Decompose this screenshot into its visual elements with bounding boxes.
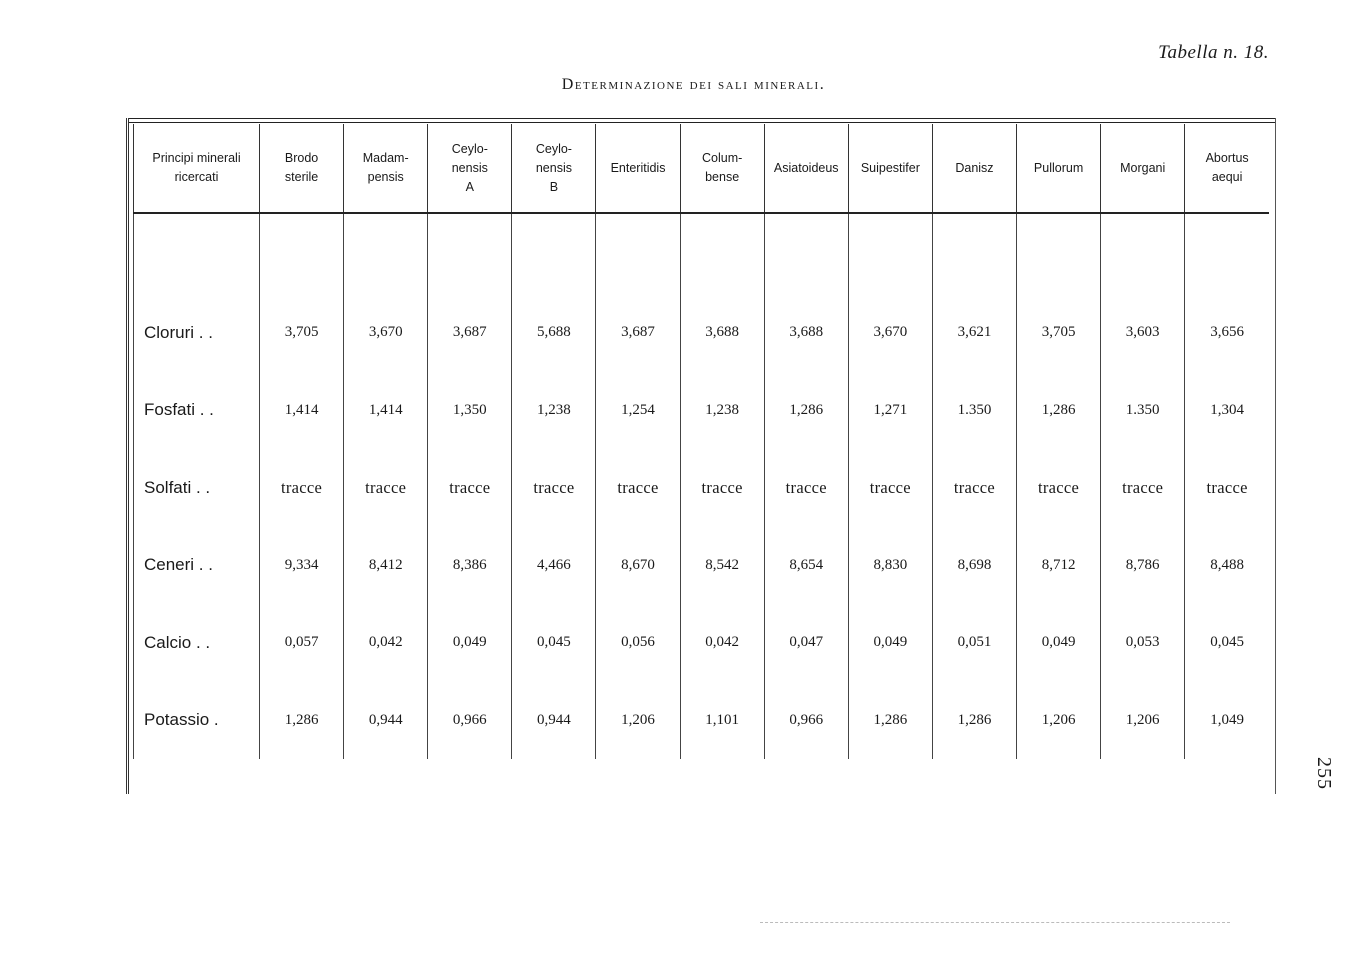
column-header-principi: [134, 124, 260, 213]
table-cell: 0,051: [932, 604, 1016, 682]
table-cell: 3,603: [1101, 294, 1185, 372]
table-row: [134, 527, 1270, 605]
row-label: Solfati . .: [134, 449, 260, 527]
table-cell: 0,049: [428, 604, 512, 682]
table-cell: tracce: [260, 449, 344, 527]
column-header: [848, 124, 932, 213]
table-cell: 1,238: [512, 372, 596, 450]
row-label: Fosfati . .: [134, 372, 260, 450]
table-cell: tracce: [512, 449, 596, 527]
top-double-rule: [129, 118, 1275, 123]
table-cell: 0,049: [848, 604, 932, 682]
column-header-line: Brodo: [284, 151, 319, 165]
table-cell: 9,334: [260, 527, 344, 605]
minerals-table: [133, 124, 1269, 759]
page-title: Determinazione dei sali minerali.: [561, 76, 826, 93]
column-header: [1017, 124, 1101, 213]
bottom-faint-rule: [760, 922, 1230, 923]
table-row: [134, 682, 1270, 760]
column-header: [344, 124, 428, 213]
table-cell: 1,049: [1185, 682, 1269, 760]
column-header: [596, 124, 680, 213]
table-cell: 4,466: [512, 527, 596, 605]
table-cell: 3,656: [1185, 294, 1269, 372]
table-cell: 8,670: [596, 527, 680, 605]
table-cell: 8,786: [1101, 527, 1185, 605]
column-header-line: Ceylo-: [535, 141, 572, 156]
table-row: [134, 449, 1270, 527]
table-cell: 8,654: [764, 527, 848, 605]
table-cell: tracce: [344, 449, 428, 527]
table-cell: 1,206: [596, 682, 680, 760]
table-cell: 1,286: [1017, 372, 1101, 450]
table-cell: 8,386: [428, 527, 512, 605]
table-cell: 0,045: [1185, 604, 1269, 682]
table-cell: 8,830: [848, 527, 932, 605]
column-header: [428, 124, 512, 213]
table-cell: 8,488: [1185, 527, 1269, 605]
column-header-line: Asiatoideus: [773, 160, 839, 175]
table-cell: tracce: [596, 449, 680, 527]
table-row: [134, 604, 1270, 682]
table-cell: 1,238: [680, 372, 764, 450]
column-header-line: Ceylo-: [451, 141, 488, 156]
table-cell: 3,670: [848, 294, 932, 372]
table-cell: tracce: [932, 449, 1016, 527]
table-cell: 8,698: [932, 527, 1016, 605]
column-header-line: A: [465, 179, 474, 194]
column-header: [1185, 124, 1269, 213]
table-cell: 0,944: [344, 682, 428, 760]
table-cell: 1,271: [848, 372, 932, 450]
table-cell: 5,688: [512, 294, 596, 372]
table-row: [134, 294, 1270, 372]
table-cell: 0,966: [764, 682, 848, 760]
row-label: Potassio .: [134, 682, 260, 760]
table-cell: 0,056: [596, 604, 680, 682]
column-header-line: Principi minerali: [152, 151, 241, 165]
column-header-line: B: [549, 179, 559, 194]
column-header: [260, 124, 344, 213]
table-cell: 1,350: [428, 372, 512, 450]
table-cell: 0,049: [1017, 604, 1101, 682]
row-label: Calcio . .: [134, 604, 260, 682]
table-frame: [126, 118, 1276, 794]
table-cell: 1,206: [1017, 682, 1101, 760]
row-label: Cloruri . .: [134, 294, 260, 372]
table-cell: 0,944: [512, 682, 596, 760]
table-cell: 0,042: [680, 604, 764, 682]
table-cell: 0,053: [1101, 604, 1185, 682]
table-cell: 3,621: [932, 294, 1016, 372]
column-header: [1101, 124, 1185, 213]
table-cell: 0,966: [428, 682, 512, 760]
table-cell: 8,412: [344, 527, 428, 605]
page-number: 255: [1313, 757, 1335, 790]
table-cell: 1,101: [680, 682, 764, 760]
table-cell: 1,286: [932, 682, 1016, 760]
table-cell: 1,286: [764, 372, 848, 450]
column-header: [512, 124, 596, 213]
table-cell: 1,414: [344, 372, 428, 450]
table-cell: tracce: [1185, 449, 1269, 527]
table-cell: tracce: [428, 449, 512, 527]
column-header-line: Morgani: [1120, 160, 1166, 175]
column-header-line: Abortus: [1205, 151, 1249, 165]
table-cell: 1,286: [260, 682, 344, 760]
column-header-line: Madam-: [362, 151, 409, 165]
table-cell: 1,286: [848, 682, 932, 760]
table-row: [134, 372, 1270, 450]
table-cell: 3,705: [260, 294, 344, 372]
table-cell: tracce: [680, 449, 764, 527]
table-cell: tracce: [848, 449, 932, 527]
table-cell: 3,687: [596, 294, 680, 372]
column-header-line: Colum-: [701, 151, 743, 165]
column-header: [680, 124, 764, 213]
table-cell: tracce: [1017, 449, 1101, 527]
column-header-line: nensis: [535, 160, 572, 175]
column-header-line: Danisz: [955, 160, 994, 175]
table-cell: 3,705: [1017, 294, 1101, 372]
table-number: Tabella n. 18.: [1158, 42, 1269, 63]
table-cell: 1,206: [1101, 682, 1185, 760]
table-cell: 1.350: [932, 372, 1016, 450]
row-label: Ceneri . .: [134, 527, 260, 605]
table-cell: tracce: [764, 449, 848, 527]
column-header-line: Suipestifer: [860, 160, 920, 175]
table-body: [134, 213, 1270, 759]
column-header-line: sterile: [284, 170, 319, 184]
column-header: [764, 124, 848, 213]
table-cell: 1,414: [260, 372, 344, 450]
table-cell: 1.350: [1101, 372, 1185, 450]
table-cell: 0,042: [344, 604, 428, 682]
table-cell: 3,670: [344, 294, 428, 372]
column-header-line: ricercati: [174, 170, 219, 184]
table-cell: tracce: [1101, 449, 1185, 527]
column-header-line: nensis: [451, 160, 488, 175]
table-cell: 8,712: [1017, 527, 1101, 605]
table-cell: 8,542: [680, 527, 764, 605]
column-header-line: bense: [705, 170, 740, 184]
column-header-line: Enteritidis: [610, 160, 666, 175]
spacer-row: [134, 213, 1270, 294]
table-cell: 0,045: [512, 604, 596, 682]
column-header-line: Pullorum: [1033, 160, 1084, 175]
table-cell: 0,057: [260, 604, 344, 682]
table-cell: 1,304: [1185, 372, 1269, 450]
table-cell: 3,688: [764, 294, 848, 372]
column-header-line: pensis: [367, 170, 404, 184]
table-cell: 3,688: [680, 294, 764, 372]
table-cell: 1,254: [596, 372, 680, 450]
table-cell: 3,687: [428, 294, 512, 372]
table-cell: 0,047: [764, 604, 848, 682]
column-header: [932, 124, 1016, 213]
header-row: [134, 124, 1270, 213]
column-header-line: aequi: [1211, 170, 1243, 184]
